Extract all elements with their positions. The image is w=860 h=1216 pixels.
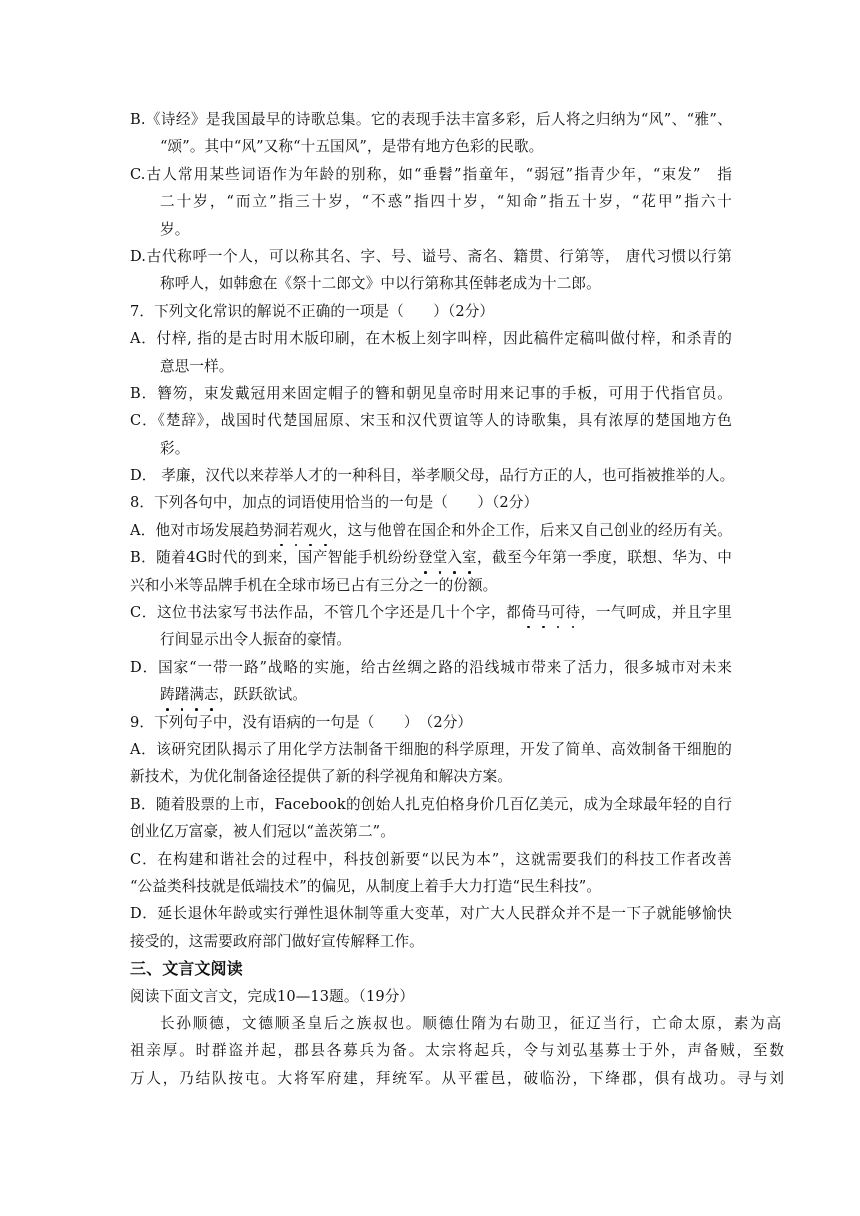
emphasis-dot-char: 洞 — [274, 517, 289, 544]
text-line: 祖亲厚。时群盗并起，郡县各募兵为备。太宗将起兵，令与刘弘基募士于外，声备贼，至数 — [130, 1042, 786, 1060]
text-line: D．国家“一带一路”战略的实施，给古丝绸之路的沿线城市带来了活力，很多城市对未来 — [130, 658, 732, 676]
text-line: B．簪笏，束发戴冠用来固定帽子的簪和朝见皇帝时用来记事的手板，可用于代指官员。 — [130, 384, 732, 402]
emphasis-dot-char: 踌 — [160, 681, 175, 708]
text-line: “公益类科技就是低端技术”的偏见，从制度上着手大力打造“民生科技”。 — [130, 877, 602, 895]
text-line: D.古代称呼一个人，可以称其名、字、号、谥号、斋名、籍贯、行第等， 唐代习惯以行第 — [130, 247, 732, 265]
text-line: D．延长退休年龄或实行弹性退休制等重大变革，对广大人民群众并不是一下子就能够愉快 — [130, 905, 732, 923]
emphasis-dot-char: 室 — [462, 544, 477, 571]
emphasis-dot-char: 观 — [303, 517, 318, 544]
emphasis-dot-char: 堂 — [433, 544, 448, 571]
text-line: B.《诗经》是我国最早的诗歌总集。它的表现手法丰富多彩，后人将之归纳为“风”、“雅”、 — [130, 111, 732, 128]
emphasis-dot-char: 满 — [189, 681, 204, 708]
text-line: 称呼人，如韩愈在《祭十二郎文》中以行第称其侄韩老成为十二郎。 — [160, 275, 601, 293]
text-line: 兴和小米等品牌手机在全球市场已占有三分之一的份额。 — [130, 576, 498, 594]
emphasis-dot-char: 志 — [204, 681, 219, 708]
emphasis-dot-char: 待 — [565, 599, 580, 626]
text-line: 创业亿万富豪，被人们冠以“盖茨第二”。 — [130, 823, 395, 841]
text-line: 二十岁，“而立”指三十岁，“不惑”指四十岁，“知命”指五十岁，“花甲”指六十 — [160, 193, 732, 211]
text-line: A．付梓, 指的是古时用木版印刷，在木板上刻字叫梓，因此稿件定稿叫做付梓，和杀青的 — [130, 330, 732, 348]
text-line: 长孙顺德，文德顺圣皇后之族叔也。顺德仕隋为右勋卫，征辽当行，亡命太原，素为高 — [160, 1014, 783, 1032]
text-line: 8．下列各句中，加点的词语使用恰当的一句是（ ）（2分） — [130, 494, 539, 512]
text-line: 万人，乃结队按屯。大将军府建，拜统军。从平霍邑，破临汾，下绛郡，俱有战功。寻与刘 — [130, 1069, 786, 1087]
text-line: B．随着4G时代的到来，国产智能手机纷纷登堂入室，截至今年第一季度，联想、华为、中 — [130, 544, 732, 571]
text-line: 阅读下面文言文，完成10—13题。（19分） — [130, 987, 415, 1005]
emphasis-dot-char: 若 — [289, 517, 304, 544]
emphasis-dot-char: 可 — [551, 599, 566, 626]
text-line: 新技术，为优化制备途径提供了新的科学视角和解决方案。 — [130, 768, 513, 786]
text-line: B．随着股票的上市，Facebook的创始人扎克伯格身价几百亿美元，成为全球最年轻的自行 — [130, 795, 732, 813]
section-heading: 三、文言文阅读 — [130, 959, 243, 979]
text-line: 接受的，这需要政府部门做好宣传解释工作。 — [130, 932, 424, 950]
text-line: D． 孝廉，汉代以来荐举人才的一种科目，举孝顺父母，品行方正的人，也可指被推举的人。 — [130, 467, 735, 485]
text-line: 9．下列句子中，没有语病的一句是（ ） （2分） — [130, 713, 473, 731]
emphasis-dot-char: 马 — [536, 599, 551, 626]
text-line: C．在构建和谐社会的过程中，科技创新要“以民为本”，这就需要我们的科技工作者改善 — [130, 850, 732, 868]
text-line: C．这位书法家写书法作品，不管几个字还是几十个字，都倚马可待，一气呵成，并且字里 — [130, 599, 732, 626]
text-line: A．该研究团队揭示了用化学方法制备干细胞的科学原理，开发了简单、高效制备干细胞的 — [130, 740, 732, 758]
emphasis-dot-char: 倚 — [521, 599, 536, 626]
emphasis-dot-char: 火 — [318, 517, 333, 544]
text-line: “颂”。其中“风”又称“十五国风”，是带有地方色彩的民歌。 — [160, 138, 544, 156]
text-line: 行间显示出令人振奋的豪情。 — [160, 631, 352, 649]
text-line: 彩。 — [160, 439, 190, 457]
emphasis-dot-char: 登 — [418, 544, 433, 571]
text-line: A．他对市场发展趋势洞若观火，这与他曾在国企和外企工作，后来又自己创业的经历有关。 — [130, 517, 732, 544]
emphasis-dot-char: 躇 — [175, 681, 190, 708]
text-line: 7．下列文化常识的解说不正确的一项是（ ）（2分） — [130, 302, 495, 320]
document-page — [130, 106, 786, 1092]
emphasis-dot-char: 入 — [447, 544, 462, 571]
text-line: C.古人常用某些词语作为年龄的别称，如“垂髫”指童年，“弱冠”指青少年，“束发” 指 — [130, 165, 732, 183]
text-line: 岁。 — [160, 220, 190, 238]
text-line: 踌躇满志，跃跃欲试。 — [130, 681, 732, 708]
text-line: 意思一样。 — [160, 357, 234, 375]
text-line: C．《楚辞》，战国时代楚国屈原、宋玉和汉代贾谊等人的诗歌集，具有浓厚的楚国地方色 — [130, 412, 732, 430]
